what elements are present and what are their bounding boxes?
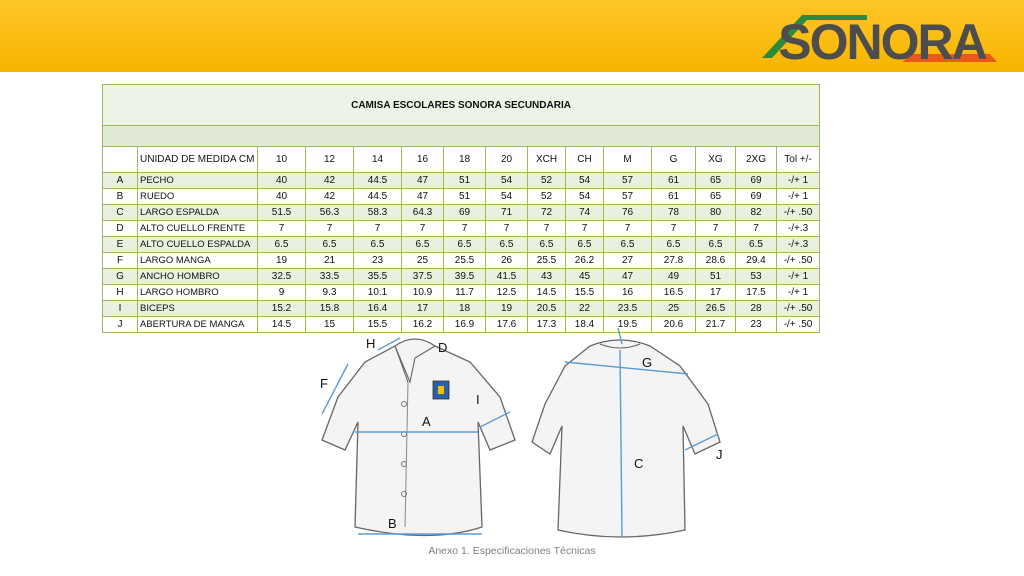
table-cell: 80 <box>696 205 736 221</box>
table-cell: 44.5 <box>354 173 402 189</box>
table-cell: 69 <box>736 189 777 205</box>
table-cell: 25.5 <box>528 253 566 269</box>
table-cell: 7 <box>696 221 736 237</box>
table-cell: 47 <box>402 173 444 189</box>
table-cell: 15.2 <box>258 301 306 317</box>
table-cell: 53 <box>736 269 777 285</box>
table-cell: 20.6 <box>652 317 696 333</box>
table-row <box>103 285 820 301</box>
table-cell: 57 <box>604 173 652 189</box>
table-cell: 7 <box>402 221 444 237</box>
table-cell: 6.5 <box>736 237 777 253</box>
table-row <box>103 301 820 317</box>
table-cell: B <box>103 189 138 205</box>
logo-text: SONORA <box>778 14 986 68</box>
table-cell: 16.2 <box>402 317 444 333</box>
table-cell: 6.5 <box>258 237 306 253</box>
table-cell: 19 <box>258 253 306 269</box>
table-cell: 18 <box>444 147 486 173</box>
table-cell: 16.5 <box>652 285 696 301</box>
table-cell: 7 <box>604 221 652 237</box>
table-cell: 14.5 <box>258 317 306 333</box>
table-cell: 6.5 <box>652 237 696 253</box>
table-cell: UNIDAD DE MEDIDA CM <box>138 147 258 173</box>
table-cell: 47 <box>604 269 652 285</box>
label-b: B <box>388 516 397 531</box>
table-cell: 28.6 <box>696 253 736 269</box>
table-cell: -/+ .50 <box>777 301 820 317</box>
table-cell: -/+ 1 <box>777 189 820 205</box>
table-cell: I <box>103 301 138 317</box>
table-cell: 61 <box>652 173 696 189</box>
table-cell: 21 <box>306 253 354 269</box>
table-cell: 25 <box>402 253 444 269</box>
table-cell: 49 <box>652 269 696 285</box>
table-cell: 22 <box>566 301 604 317</box>
table-cell: 6.5 <box>306 237 354 253</box>
sonora-logo <box>762 10 1002 68</box>
table-cell: 47 <box>402 189 444 205</box>
table-row <box>103 237 820 253</box>
table-cell: ABERTURA DE MANGA <box>138 317 258 333</box>
table-cell: 16.9 <box>444 317 486 333</box>
table-cell: 76 <box>604 205 652 221</box>
table-cell: -/+.3 <box>777 221 820 237</box>
shirt-back <box>532 340 720 537</box>
table-cell: 9.3 <box>306 285 354 301</box>
table-cell: 17.3 <box>528 317 566 333</box>
table-cell: 23 <box>354 253 402 269</box>
table-cell: ALTO CUELLO FRENTE <box>138 221 258 237</box>
table-cell: 10.9 <box>402 285 444 301</box>
table-cell: 7 <box>444 221 486 237</box>
table-cell: 56.3 <box>306 205 354 221</box>
table-cell: -/+ .50 <box>777 317 820 333</box>
table-cell: -/+ 1 <box>777 173 820 189</box>
label-f: F <box>320 376 328 391</box>
caption: Anexo 1. Especificaciones Técnicas <box>428 545 596 557</box>
table-cell: 19 <box>486 301 528 317</box>
table-cell: 16 <box>604 285 652 301</box>
table-cell: 74 <box>566 205 604 221</box>
table-cell: 12 <box>306 147 354 173</box>
label-i: I <box>476 392 480 407</box>
table-cell: 28 <box>736 301 777 317</box>
table-cell: G <box>652 147 696 173</box>
table-cell <box>103 147 138 173</box>
table-cell: 15.5 <box>354 317 402 333</box>
table-cell: 20.5 <box>528 301 566 317</box>
table-cell: LARGO ESPALDA <box>138 205 258 221</box>
table-cell: LARGO MANGA <box>138 253 258 269</box>
table-cell: 33.5 <box>306 269 354 285</box>
table-cell: 15 <box>306 317 354 333</box>
table-cell: 7 <box>566 221 604 237</box>
table-cell: 7 <box>486 221 528 237</box>
label-c: C <box>634 456 644 471</box>
label-h: H <box>366 336 376 351</box>
table-cell: 17.5 <box>736 285 777 301</box>
table-cell: 26.2 <box>566 253 604 269</box>
table-cell: 6.5 <box>402 237 444 253</box>
label-j: J <box>716 447 723 462</box>
label-g: G <box>642 355 653 370</box>
header-banner <box>0 0 1024 72</box>
table-cell: 12.5 <box>486 285 528 301</box>
table-cell: RUEDO <box>138 189 258 205</box>
table-cell: -/+ .50 <box>777 205 820 221</box>
table-cell: 51 <box>444 189 486 205</box>
table-cell: J <box>103 317 138 333</box>
table-cell: -/+ .50 <box>777 253 820 269</box>
table-cell: XG <box>696 147 736 173</box>
table-cell: 35.5 <box>354 269 402 285</box>
table-cell: 54 <box>566 189 604 205</box>
table-cell: 2XG <box>736 147 777 173</box>
table-cell: 19.5 <box>604 317 652 333</box>
table-cell: F <box>103 253 138 269</box>
table-cell: 10.1 <box>354 285 402 301</box>
table-cell: A <box>103 173 138 189</box>
table-header-row <box>103 147 820 173</box>
table-cell: 72 <box>528 205 566 221</box>
table-cell: 58.3 <box>354 205 402 221</box>
table-cell: 25 <box>652 301 696 317</box>
table-cell: 16 <box>402 147 444 173</box>
label-d: D <box>438 340 448 355</box>
table-cell: 6.5 <box>696 237 736 253</box>
table-cell: Tol +/- <box>777 147 820 173</box>
table-cell: 17 <box>402 301 444 317</box>
table-cell: 23.5 <box>604 301 652 317</box>
label-a: A <box>422 414 431 429</box>
table-cell: 51 <box>444 173 486 189</box>
table-cell: 6.5 <box>444 237 486 253</box>
table-cell: H <box>103 285 138 301</box>
table-cell: XCH <box>528 147 566 173</box>
table-cell: 25.5 <box>444 253 486 269</box>
table-cell: 71 <box>486 205 528 221</box>
table-cell: 57 <box>604 189 652 205</box>
table-cell: -/+.3 <box>777 237 820 253</box>
table-cell: 6.5 <box>486 237 528 253</box>
table-cell: 7 <box>354 221 402 237</box>
table-cell: 43 <box>528 269 566 285</box>
table-cell: 7 <box>528 221 566 237</box>
table-row <box>103 221 820 237</box>
table-cell: D <box>103 221 138 237</box>
table-cell: 7 <box>306 221 354 237</box>
table-cell: 64.3 <box>402 205 444 221</box>
table-cell: 26.5 <box>696 301 736 317</box>
table-cell: 17.6 <box>486 317 528 333</box>
table-row <box>103 189 820 205</box>
table-cell: LARGO HOMBRO <box>138 285 258 301</box>
table-cell: 16.4 <box>354 301 402 317</box>
table-cell: 42 <box>306 173 354 189</box>
table-cell: 27.8 <box>652 253 696 269</box>
table-cell: 42 <box>306 189 354 205</box>
table-row <box>103 205 820 221</box>
table-cell: 27 <box>604 253 652 269</box>
table-row <box>103 173 820 189</box>
table-cell: 6.5 <box>566 237 604 253</box>
table-cell: 69 <box>736 173 777 189</box>
blank-row <box>103 126 820 147</box>
table-cell: 52 <box>528 173 566 189</box>
shirt-illustration <box>300 322 740 550</box>
table-cell: 6.5 <box>528 237 566 253</box>
table-cell: 44.5 <box>354 189 402 205</box>
table-cell: C <box>103 205 138 221</box>
table-title: CAMISA ESCOLARES SONORA SECUNDARIA <box>103 85 820 126</box>
table-cell: 26 <box>486 253 528 269</box>
table-cell: 78 <box>652 205 696 221</box>
table-cell: BICEPS <box>138 301 258 317</box>
table-cell: -/+ 1 <box>777 269 820 285</box>
table-cell: 40 <box>258 173 306 189</box>
table-cell: 51 <box>696 269 736 285</box>
table-cell: 29.4 <box>736 253 777 269</box>
table-cell: 54 <box>486 189 528 205</box>
table-cell: 9 <box>258 285 306 301</box>
table-cell: 32.5 <box>258 269 306 285</box>
spec-table <box>102 84 820 333</box>
table-cell: 6.5 <box>604 237 652 253</box>
table-cell: 21.7 <box>696 317 736 333</box>
table-cell: 11.7 <box>444 285 486 301</box>
table-cell: 23 <box>736 317 777 333</box>
table-cell: 20 <box>486 147 528 173</box>
table-row <box>103 269 820 285</box>
table-cell: 18 <box>444 301 486 317</box>
table-cell: 65 <box>696 189 736 205</box>
table-cell: CH <box>566 147 604 173</box>
table-cell: 7 <box>736 221 777 237</box>
table-cell: 65 <box>696 173 736 189</box>
table-cell: ALTO CUELLO ESPALDA <box>138 237 258 253</box>
table-cell: -/+ 1 <box>777 285 820 301</box>
table-cell: 14.5 <box>528 285 566 301</box>
table-cell: 7 <box>652 221 696 237</box>
table-cell: 52 <box>528 189 566 205</box>
table-cell: 39.5 <box>444 269 486 285</box>
shirt-front <box>322 339 515 536</box>
table-cell: 15.8 <box>306 301 354 317</box>
table-cell: 54 <box>486 173 528 189</box>
table-cell: 7 <box>258 221 306 237</box>
table-cell: 15.5 <box>566 285 604 301</box>
table-cell: 41.5 <box>486 269 528 285</box>
table-cell: 40 <box>258 189 306 205</box>
table-cell: G <box>103 269 138 285</box>
table-cell: PECHO <box>138 173 258 189</box>
table-cell: 18.4 <box>566 317 604 333</box>
table-cell: ANCHO HOMBRO <box>138 269 258 285</box>
table-cell: 69 <box>444 205 486 221</box>
table-cell: 17 <box>696 285 736 301</box>
table-cell: 10 <box>258 147 306 173</box>
table-cell: 45 <box>566 269 604 285</box>
table-cell: 82 <box>736 205 777 221</box>
table-cell: 51.5 <box>258 205 306 221</box>
table-cell: 61 <box>652 189 696 205</box>
table-cell: 6.5 <box>354 237 402 253</box>
table-row <box>103 253 820 269</box>
table-cell: 54 <box>566 173 604 189</box>
table-cell: M <box>604 147 652 173</box>
table-cell: 37.5 <box>402 269 444 285</box>
table-cell: 14 <box>354 147 402 173</box>
table-cell: E <box>103 237 138 253</box>
